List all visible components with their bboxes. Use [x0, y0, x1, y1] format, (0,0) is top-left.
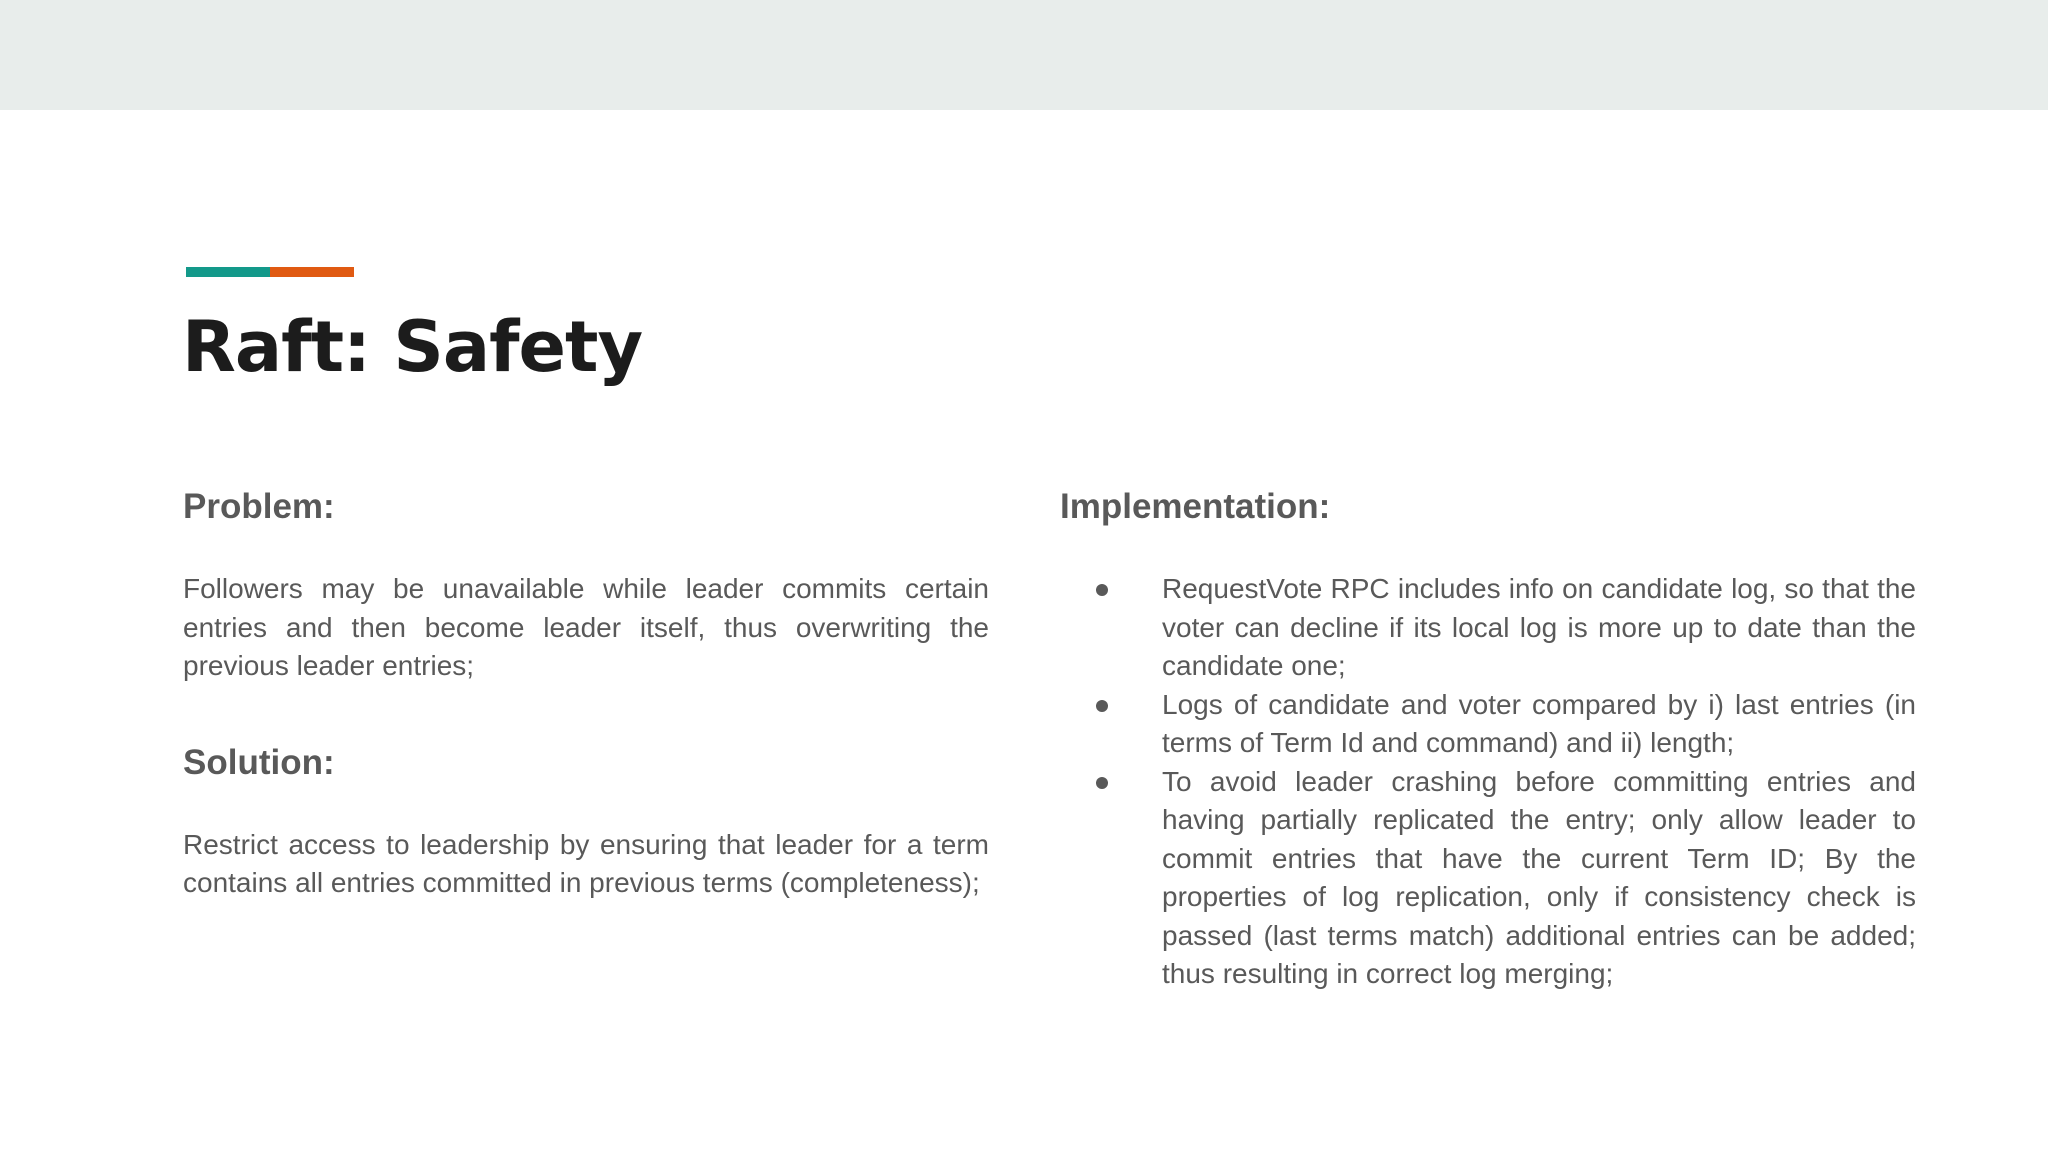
list-item — [1060, 686, 1916, 763]
bullet-icon — [1096, 777, 1108, 789]
list-item-text: Logs of candidate and voter compared by i) last entries (in terms of Term Id and command) and ii) length; — [1162, 688, 1916, 758]
right-column — [1060, 480, 1916, 994]
accent-bar-orange — [270, 267, 354, 277]
bullet-icon — [1096, 700, 1108, 712]
implementation-list — [1060, 570, 1916, 994]
list-item-text: RequestVote RPC includes info on candidate log, so that the voter can decline if its local log is more up to date than the candidate one; — [1162, 573, 1916, 681]
top-band — [0, 0, 2048, 110]
title-accent-bar — [186, 267, 354, 277]
problem-text: Followers may be unavailable while leader commits certain entries and then become leader itself, thus overwriting the previous leader entries; — [183, 573, 989, 681]
solution-text: Restrict access to leadership by ensuring that leader for a term contains all entries committed in previous terms (completeness); — [183, 828, 989, 898]
slide-title: Raft: Safety — [182, 306, 643, 388]
list-item — [1060, 570, 1916, 686]
list-item-text: To avoid leader crashing before committing entries and having partially replicated the entry; only allow leader to commit entries that have the current Term ID; By the properties of log replication, only if consistency check is passed (last terms match) additional entries can be added; thus resulting in correct log merging; — [1162, 765, 1916, 989]
solution-heading: Solution: — [183, 742, 335, 782]
list-item — [1060, 763, 1916, 994]
bullet-icon — [1096, 584, 1108, 596]
implementation-heading: Implementation: — [1060, 487, 1331, 526]
problem-heading: Problem: — [183, 487, 335, 526]
left-column — [183, 480, 989, 903]
accent-bar-teal — [186, 267, 270, 277]
